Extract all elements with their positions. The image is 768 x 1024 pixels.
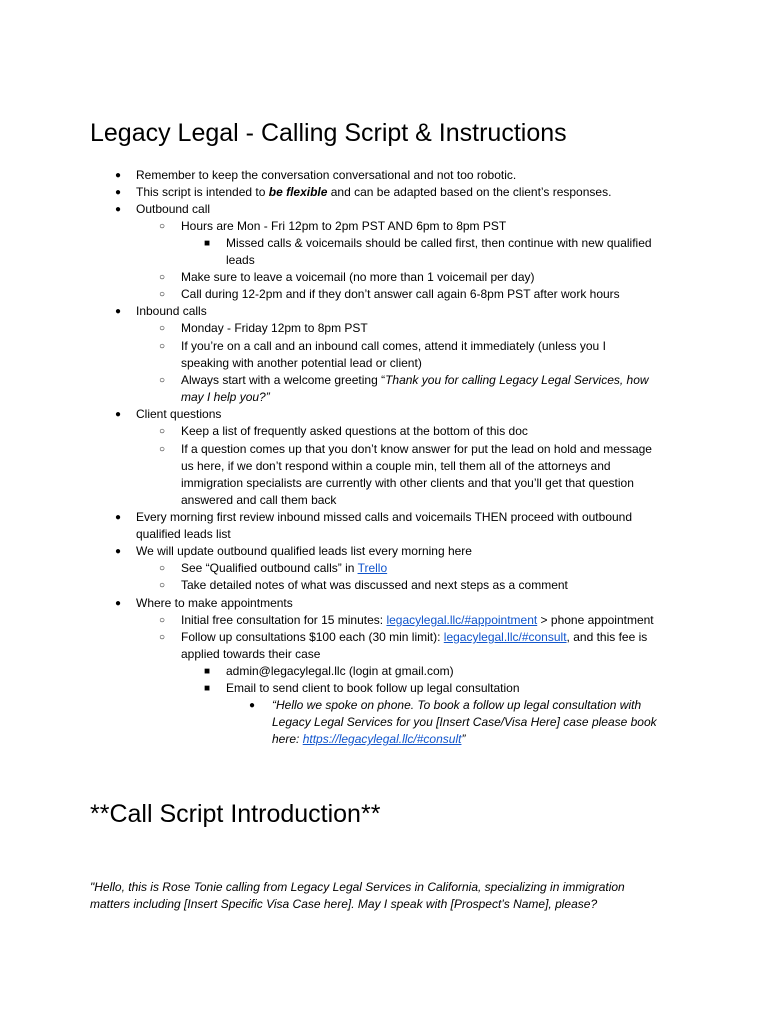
bullet-level3: ■ xyxy=(203,683,211,694)
list-item: admin@legacylegal.llc (login at gmail.com) xyxy=(226,664,454,678)
consult-link[interactable]: legacylegal.llc/#consult xyxy=(443,630,567,644)
bullet-level1: ● xyxy=(114,409,122,420)
bullet-level2: ○ xyxy=(158,375,166,386)
list-item-text: Follow up consultations $100 each (30 min limit): xyxy=(181,630,444,644)
consult-url-link[interactable]: https://legacylegal.llc/#consult xyxy=(302,732,462,746)
list-item-text: This script is intended to xyxy=(136,185,269,199)
list-item: Email to send client to book follow up legal consultation xyxy=(226,681,520,695)
bullet-level1: ● xyxy=(114,512,122,523)
email-template-text: “Hello we spoke on phone. To book a follow up legal consultation with xyxy=(272,698,642,712)
greeting-text: Thank you for calling Legacy Legal Services, how xyxy=(385,373,649,387)
bullet-level2: ○ xyxy=(158,323,166,334)
bullet-level4: ● xyxy=(248,700,256,711)
bullet-level2: ○ xyxy=(158,615,166,626)
list-item: Take detailed notes of what was discussed and next steps as a comment xyxy=(181,578,568,592)
email-template-text xyxy=(272,731,465,748)
bullet-level2: ○ xyxy=(158,426,166,437)
list-item-text: , and this fee is xyxy=(566,630,648,644)
list-item xyxy=(181,612,654,629)
list-item-continuation: speaking with another potential lead or client) xyxy=(181,356,422,370)
bullet-level1: ● xyxy=(114,204,122,215)
list-item xyxy=(181,629,647,646)
list-item: Outbound call xyxy=(136,202,211,216)
bullet-level1: ● xyxy=(114,170,122,181)
list-item-continuation: may I help you?” xyxy=(181,390,270,404)
list-item xyxy=(136,184,611,201)
list-item: Every morning first review inbound missed calls and voicemails THEN proceed with outbound xyxy=(136,510,633,524)
list-item-text: See “Qualified outbound calls” in xyxy=(181,561,358,575)
list-item-text: and can be adapted based on the client’s responses. xyxy=(327,185,612,199)
bullet-level2: ○ xyxy=(158,580,166,591)
bullet-level1: ● xyxy=(114,187,122,198)
list-item xyxy=(181,372,649,389)
bullet-level2: ○ xyxy=(158,289,166,300)
bullet-level2: ○ xyxy=(158,563,166,574)
list-item-continuation: qualified leads list xyxy=(136,527,231,541)
list-item: Missed calls & voicemails should be called first, then continue with new qualified xyxy=(226,236,652,250)
list-item: Remember to keep the conversation conversational and not too robotic. xyxy=(136,168,517,182)
list-item: Keep a list of frequently asked questions at the bottom of this doc xyxy=(181,424,528,438)
list-item-continuation: answered and call them back xyxy=(181,493,337,507)
email-template-text: here: xyxy=(272,732,303,746)
bullet-level1: ● xyxy=(114,546,122,557)
bullet-level2: ○ xyxy=(158,221,166,232)
emphasis-text: be flexible xyxy=(268,185,328,199)
bullet-level2: ○ xyxy=(158,632,166,643)
trello-link[interactable]: Trello xyxy=(357,561,388,575)
email-template-text: Legacy Legal Services for you [Insert Case/Visa Here] case please book xyxy=(272,715,657,729)
email-template-text: ” xyxy=(461,732,466,746)
list-item: We will update outbound qualified leads list every morning here xyxy=(136,544,472,558)
bullet-level2: ○ xyxy=(158,272,166,283)
bullet-level1: ● xyxy=(114,598,122,609)
list-item: If a question comes up that you don’t know answer for put the lead on hold and message xyxy=(181,442,652,456)
list-item: If you’re on a call and an inbound call comes, attend it immediately (unless you I xyxy=(181,339,606,353)
list-item: Inbound calls xyxy=(136,304,207,318)
list-item-text: Initial free consultation for 15 minutes: xyxy=(181,613,387,627)
list-item: Client questions xyxy=(136,407,222,421)
list-item xyxy=(181,560,387,577)
call-script-intro-line: "Hello, this is Rose Tonie calling from Legacy Legal Services in California, specializing in immigration xyxy=(90,880,625,894)
list-item: Hours are Mon - Fri 12pm to 2pm PST AND 6pm to 8pm PST xyxy=(181,219,507,233)
bullet-level2: ○ xyxy=(158,444,166,455)
bullet-level2: ○ xyxy=(158,341,166,352)
bullet-level1: ● xyxy=(114,306,122,317)
list-item-continuation: leads xyxy=(226,253,255,267)
list-item-text: Always start with a welcome greeting “ xyxy=(181,373,386,387)
section-heading-call-script: **Call Script Introduction** xyxy=(90,800,381,828)
appointment-link[interactable]: legacylegal.llc/#appointment xyxy=(386,613,538,627)
list-item-continuation: applied towards their case xyxy=(181,647,321,661)
bullet-level3: ■ xyxy=(203,238,211,249)
document-title: Legacy Legal - Calling Script & Instructions xyxy=(90,119,567,147)
list-item-continuation: immigration specialists are currently with other clients and that you’ll get that question xyxy=(181,476,634,490)
call-script-intro-line: matters including [Insert Specific Visa Case here]. May I speak with [Prospect’s Name], please? xyxy=(90,897,598,911)
list-item: Where to make appointments xyxy=(136,596,293,610)
list-item: Monday - Friday 12pm to 8pm PST xyxy=(181,321,368,335)
bullet-level3: ■ xyxy=(203,666,211,677)
list-item: Make sure to leave a voicemail (no more than 1 voicemail per day) xyxy=(181,270,535,284)
list-item-text: > phone appointment xyxy=(537,613,654,627)
list-item: Call during 12-2pm and if they don’t answer call again 6-8pm PST after work hours xyxy=(181,287,620,301)
list-item-continuation: us here, if we don’t respond within a couple min, tell them all of the attorneys and xyxy=(181,459,611,473)
